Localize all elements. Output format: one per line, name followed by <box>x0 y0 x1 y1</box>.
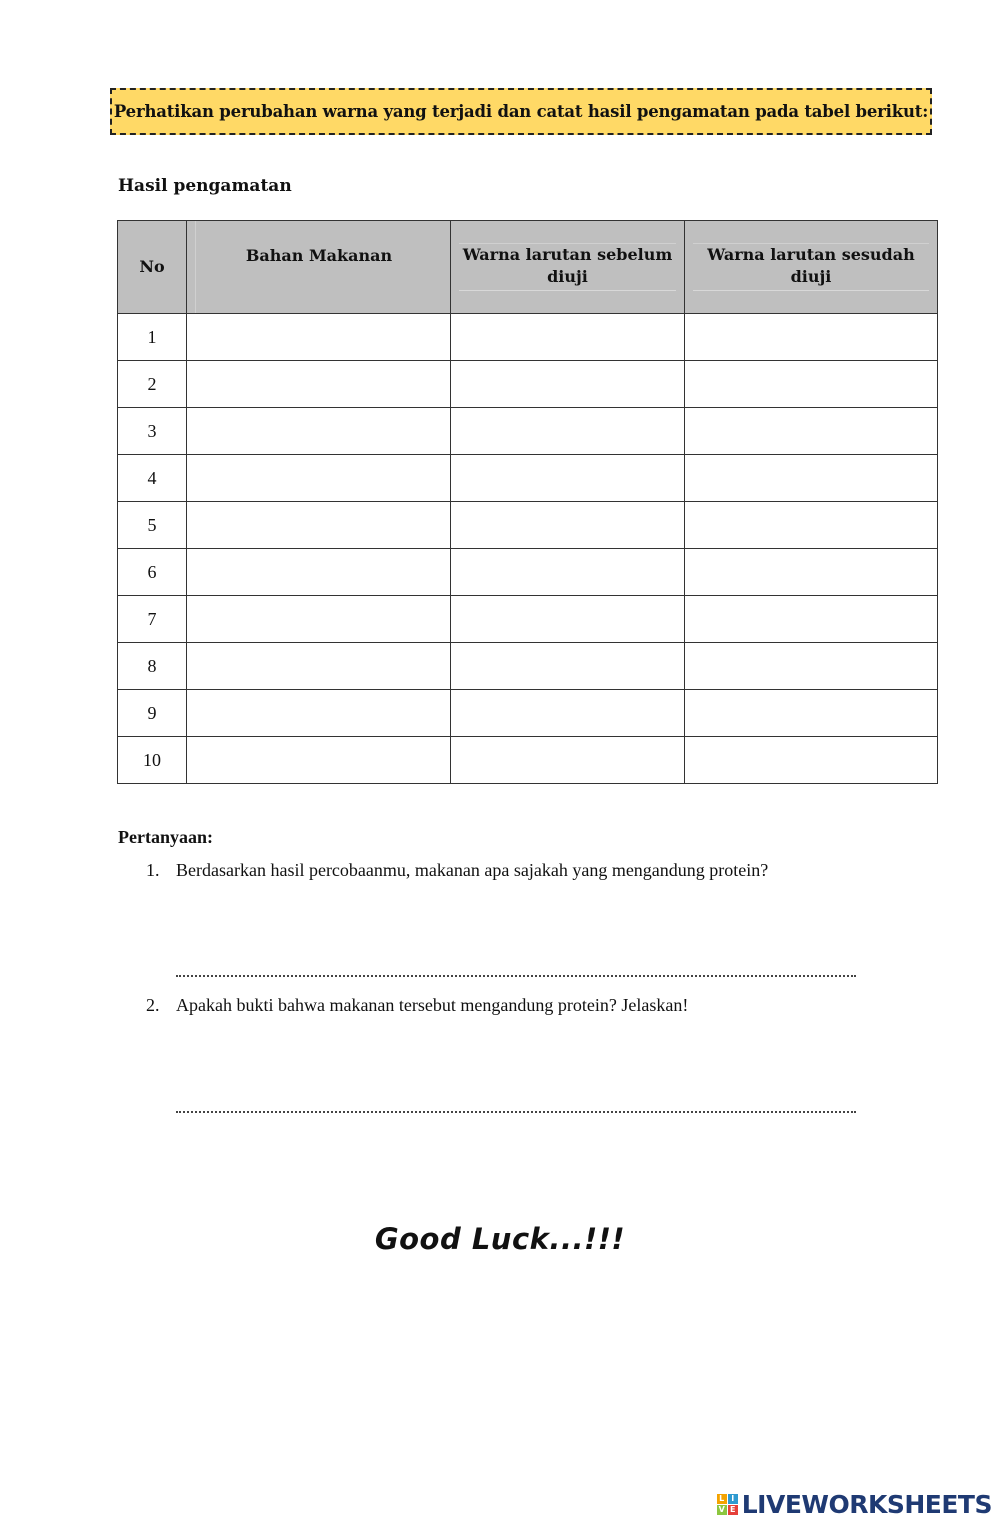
bahan-makanan-cell[interactable] <box>187 643 451 690</box>
row-number: 7 <box>118 596 187 643</box>
row-number: 4 <box>118 455 187 502</box>
question-number: 1. <box>146 860 160 880</box>
table-row <box>118 596 938 643</box>
closing-text: Good Luck...!!! <box>374 1222 626 1256</box>
warna-sesudah-cell[interactable] <box>685 643 938 690</box>
instruction-text: Perhatikan perubahan warna yang terjadi dan catat hasil pengamatan pada tabel berikut: <box>113 102 929 121</box>
answer-line-2[interactable] <box>176 1111 856 1113</box>
warna-sebelum-cell[interactable] <box>451 314 685 361</box>
answer-line-1[interactable] <box>176 975 856 977</box>
bahan-makanan-cell[interactable] <box>187 737 451 784</box>
bahan-makanan-cell[interactable] <box>187 502 451 549</box>
table-row <box>118 502 938 549</box>
logo-letter: L <box>717 1494 727 1504</box>
warna-sesudah-cell[interactable] <box>685 314 938 361</box>
bahan-makanan-cell[interactable] <box>187 690 451 737</box>
table-row <box>118 643 938 690</box>
row-number: 1 <box>118 314 187 361</box>
header-bahan-makanan: Bahan Makanan <box>187 221 451 314</box>
liveworksheets-icon <box>717 1494 738 1515</box>
warna-sebelum-cell[interactable] <box>451 408 685 455</box>
warna-sesudah-cell[interactable] <box>685 690 938 737</box>
table-row <box>118 737 938 784</box>
question-text: Apakah bukti bahwa makanan tersebut mengandung protein? Jelaskan! <box>176 995 689 1015</box>
bahan-makanan-cell[interactable] <box>187 596 451 643</box>
table-row <box>118 455 938 502</box>
warna-sebelum-cell[interactable] <box>451 502 685 549</box>
warna-sesudah-cell[interactable] <box>685 596 938 643</box>
question-number: 2. <box>146 995 160 1015</box>
logo-text: LIVEWORKSHEETS <box>741 1490 992 1519</box>
header-warna-sesudah: Warna larutan sesudah diuji <box>685 221 938 314</box>
bahan-makanan-cell[interactable] <box>187 549 451 596</box>
table-row <box>118 549 938 596</box>
logo-letter: I <box>728 1494 738 1504</box>
warna-sesudah-cell[interactable] <box>685 408 938 455</box>
warna-sesudah-cell[interactable] <box>685 737 938 784</box>
bahan-makanan-cell[interactable] <box>187 314 451 361</box>
warna-sebelum-cell[interactable] <box>451 361 685 408</box>
bahan-makanan-cell[interactable] <box>187 408 451 455</box>
row-number: 6 <box>118 549 187 596</box>
warna-sesudah-cell[interactable] <box>685 502 938 549</box>
table-row <box>118 361 938 408</box>
row-number: 8 <box>118 643 187 690</box>
observation-table <box>117 220 938 784</box>
bahan-makanan-cell[interactable] <box>187 455 451 502</box>
table-row <box>118 314 938 361</box>
row-number: 2 <box>118 361 187 408</box>
section-title: Hasil pengamatan <box>118 176 292 196</box>
table-row <box>118 690 938 737</box>
logo-letter: E <box>728 1505 738 1515</box>
logo-letter: V <box>718 1505 725 1514</box>
row-number: 3 <box>118 408 187 455</box>
bahan-makanan-cell[interactable] <box>187 361 451 408</box>
question-2 <box>146 995 688 1016</box>
warna-sebelum-cell[interactable] <box>451 690 685 737</box>
warna-sebelum-cell[interactable] <box>451 455 685 502</box>
warna-sebelum-cell[interactable] <box>451 549 685 596</box>
warna-sesudah-cell[interactable] <box>685 549 938 596</box>
question-text: Berdasarkan hasil percobaanmu, makanan apa sajakah yang mengandung protein? <box>176 860 769 880</box>
table-row <box>118 408 938 455</box>
question-1 <box>146 860 768 881</box>
warna-sesudah-cell[interactable] <box>685 361 938 408</box>
warna-sebelum-cell[interactable] <box>451 596 685 643</box>
row-number: 9 <box>118 690 187 737</box>
liveworksheets-logo <box>717 1490 992 1519</box>
questions-title: Pertanyaan: <box>118 827 213 847</box>
header-warna-sebelum: Warna larutan sebelum diuji <box>451 221 685 314</box>
warna-sebelum-cell[interactable] <box>451 643 685 690</box>
instruction-box <box>110 88 932 135</box>
table-header-row <box>118 221 938 314</box>
row-number: 5 <box>118 502 187 549</box>
row-number: 10 <box>118 737 187 784</box>
warna-sesudah-cell[interactable] <box>685 455 938 502</box>
header-no: No <box>118 221 187 314</box>
warna-sebelum-cell[interactable] <box>451 737 685 784</box>
